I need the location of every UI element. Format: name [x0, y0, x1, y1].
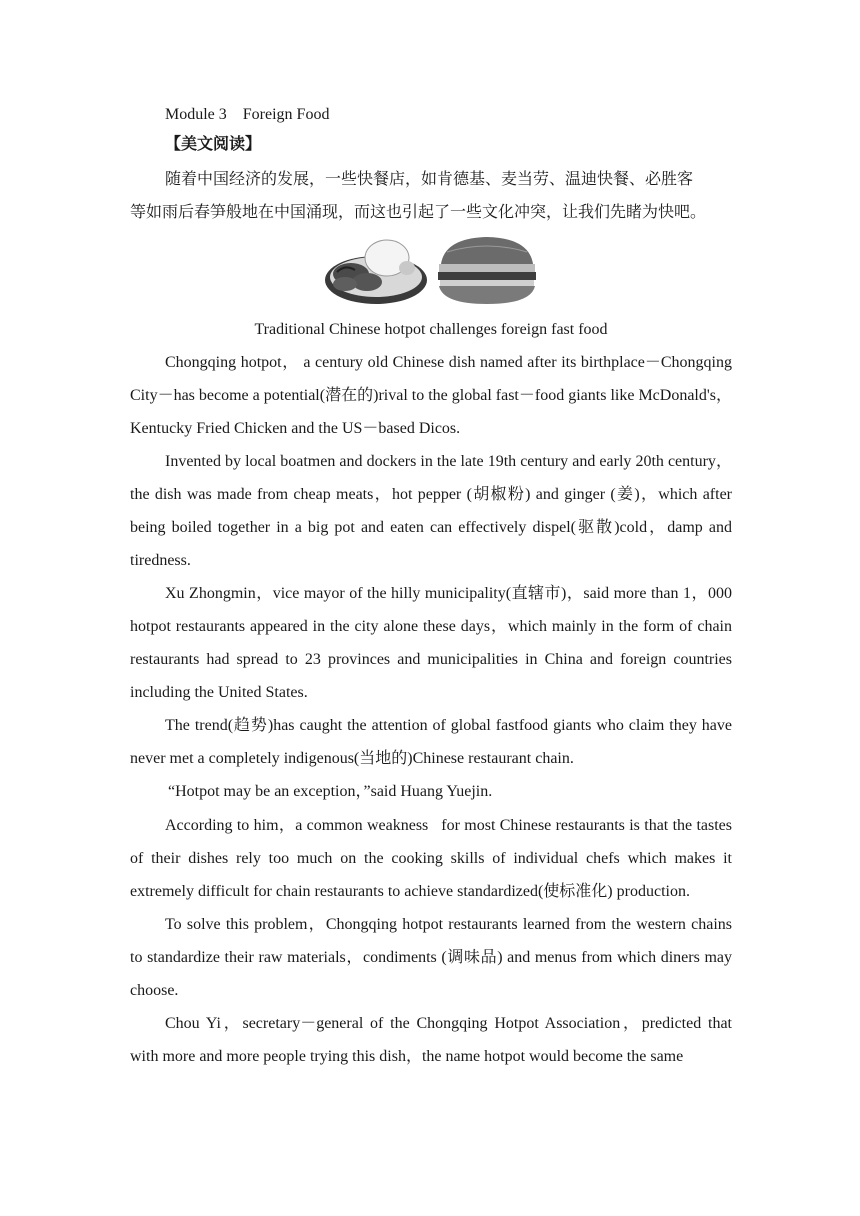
- article-title: Traditional Chinese hotpot challenges foreign fast food: [254, 321, 608, 338]
- document-page: [130, 98, 732, 1073]
- intro-line-2: 等如雨后春笋般地在中国涌现，而这也引起了一些文化冲突，让我们先睹为快吧。: [130, 202, 707, 221]
- paragraph-5: According to him，a common weakness for most Chinese restaurants is that the tastes of their dishes rely too much on the cooking skills of individual chefs which makes it extremely difficult for chain restaurants to achieve standardized(使标准化) production.: [130, 817, 732, 900]
- paragraph-6: To solve this problem，Chongqing hotpot restaurants learned from the western chains to standardize their raw materials，condiments (调味品) and menus from which diners may choose.: [130, 916, 732, 999]
- quote-line: “Hotpot may be an exception，”said Huang Yuejin.: [168, 783, 493, 800]
- fried-chicken-plate-image: [323, 234, 429, 308]
- paragraph-3: Xu Zhongmin，vice mayor of the hilly municipality(直辖市)，said more than 1，000 hotpot restaurants appeared in the city alone these days，which mainly in the form of chain restaurants had spread to 23 provinces and municipalities in China and foreign countries including the United States.: [130, 585, 732, 701]
- paragraph-4: The trend(趋势)has caught the attention of global fastfood giants who claim they have never met a completely indigenous(当地的)Chinese restaurant chain.: [130, 717, 732, 767]
- intro-line-1: 随着中国经济的发展，一些快餐店，如肯德基、麦当劳、温迪快餐、必胜客: [165, 169, 694, 188]
- paragraph-7: Chou Yi，secretary－general of the Chongqing Hotpot Association，predicted that with more and more people trying this dish，the name hotpot would become the same: [130, 1015, 732, 1065]
- hamburger-image: [435, 234, 539, 308]
- section-tag: 【美文阅读】: [165, 136, 262, 153]
- paragraph-2: Invented by local boatmen and dockers in the late 19th century and early 20th century，the dish was made from cheap meats，hot pepper (胡椒粉) and ginger (姜)，which after being boiled together in a big pot and eaten can effectively dispel(驱散)cold，damp and tiredness.: [130, 453, 732, 569]
- module-heading: Module 3 Foreign Food: [165, 106, 330, 123]
- food-figure: [130, 234, 732, 308]
- paragraph-1: Chongqing hotpot， a century old Chinese dish named after its birthplace－Chongqing City－has become a potential(潜在的)rival to the global fast－food giants like McDonald's，Kentucky Fried Chicken and the US－based Dicos.: [130, 354, 732, 437]
